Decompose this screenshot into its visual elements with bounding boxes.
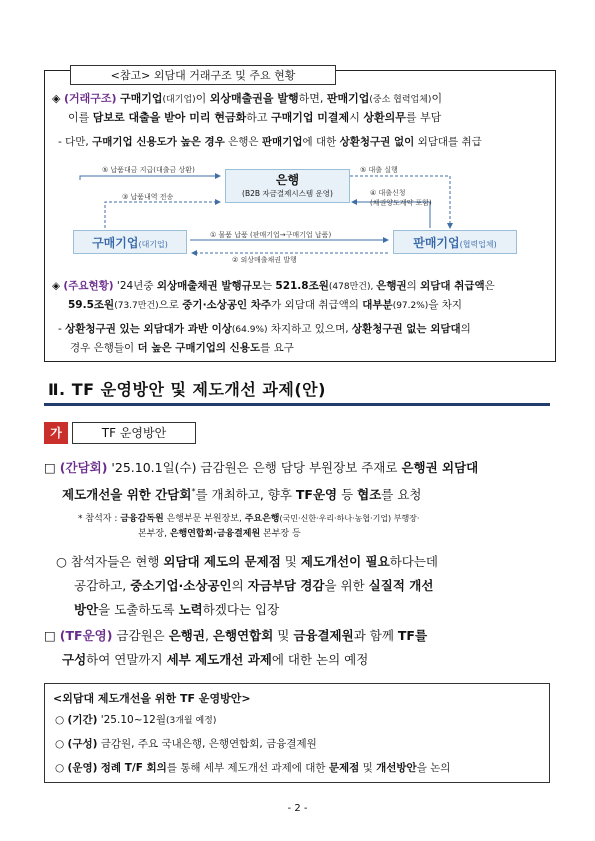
plan-row-composition: ○ (구성) 금감원, 주요 국내은행, 은행연합회, 금융결제원	[55, 738, 317, 750]
subsection-title: TF 운영방안	[72, 422, 196, 444]
structure-paragraph: ◈ (거래구조) 구매기업(대기업)이 외상매출권을 발행하면, 판매기업(중소 협력업체)이 이를 담보로 대출을 받아 미리 현금화하고 구매기업 미결제시 상환의무를 부담	[52, 92, 443, 124]
checkbox-square-icon: □	[44, 628, 56, 643]
label-issue: ② 외상매출채권 발행	[232, 256, 297, 264]
page-number: - 2 -	[287, 803, 308, 814]
label-deliver: ① 물품 납품 (판매기업→구매기업 납품)	[210, 231, 332, 239]
reference-box-title: <참고> 외담대 거래구조 및 주요 현황	[70, 65, 336, 85]
circle-bullet-icon: ○	[56, 554, 67, 569]
tf-plan-title: <외담대 제도개선을 위한 TF 운영방안>	[53, 692, 251, 705]
send-arrow	[105, 202, 220, 228]
label-loan: ⑤ 대출 실행	[360, 166, 398, 174]
checkbox-square-icon: □	[44, 460, 56, 475]
consensus-item: ○ 참석자들은 현행 외담대 제도의 문제점 및 제도개선이 필요하다는데 공감하고, 중소기업·소상공인의 자금부담 경감을 위한 실질적 개선 방안을 도출하도록 노력하겠다는 입장	[56, 554, 439, 617]
label-apply: ④ 대출신청	[370, 189, 406, 197]
plan-row-operation: ○ (운영) 정례 T/F 회의를 통해 세부 제도개선 과제에 대한 문제점 및 개선방안을 논의	[55, 762, 451, 774]
section-divider	[44, 403, 550, 406]
label-repay: ⑤ 납품대금 지급(대출금 상환)	[102, 166, 195, 174]
section-header: Ⅱ. TF 운영방안 및 제도개선 과제(안)	[48, 380, 326, 399]
plan-row-period: ○ (기간) '25.10~12월(3개월 예정)	[55, 714, 217, 726]
attendee-note: * 참석자 : 금융감독원 은행부문 부원장보, 주요은행(국민·신한·우리·하나·농협·기업) 부행장· 본부장, 은행연합회·금융결제원 본부장 등	[78, 514, 420, 539]
label-send: ③ 납품내역 전송	[122, 193, 174, 201]
subsection-marker: 가	[44, 422, 68, 444]
recourse-paragraph: - 상환청구권 있는 외담대가 과반 이상(64.9%) 차지하고 있으며, 상환청구권 없는 외담대의 경우 은행들이 더 높은 구매기업의 신용도를 요구	[58, 323, 471, 354]
tf-item: □ (TF운영) 금감원은 은행권, 은행연합회 및 금융결제원과 함께 TF를 구성하여 연말까지 세부 제도개선 과제에 대한 논의 예정	[44, 628, 428, 667]
credit-note-paragraph: - 다만, 구매기업 신용도가 높은 경우 은행은 판매기업에 대한 상환청구권 없이 외담대를 취급	[58, 136, 482, 148]
label-apply-sub: (채권양도계약 포함)	[370, 199, 432, 207]
meeting-item: □ (간담회) '25.10.1일(수) 금감원은 은행 담당 부원장보 주재로 은행권 외담대 제도개선을 위한 간담회*를 개최하고, 향후 TF운영 등 협조를 요청	[44, 460, 479, 503]
bank-node: 은행 (B2B 자금결제시스템 운영)	[225, 169, 350, 203]
repay-arrow	[80, 176, 220, 180]
seller-node: 판매기업(협력업체)	[393, 230, 517, 254]
status-paragraph: ◈ (주요현황) '24년중 외상매출채권 발행규모는 521.8조원(478만건), 은행권의 외담대 취급액은 59.5조원(73.7만건)으로 중기·소상공인 차주가 외담대 취급액의 대부분(97.2%)을 차지	[52, 280, 495, 311]
buyer-node: 구매기업(대기업)	[73, 230, 187, 254]
tf-plan-box	[44, 683, 550, 783]
